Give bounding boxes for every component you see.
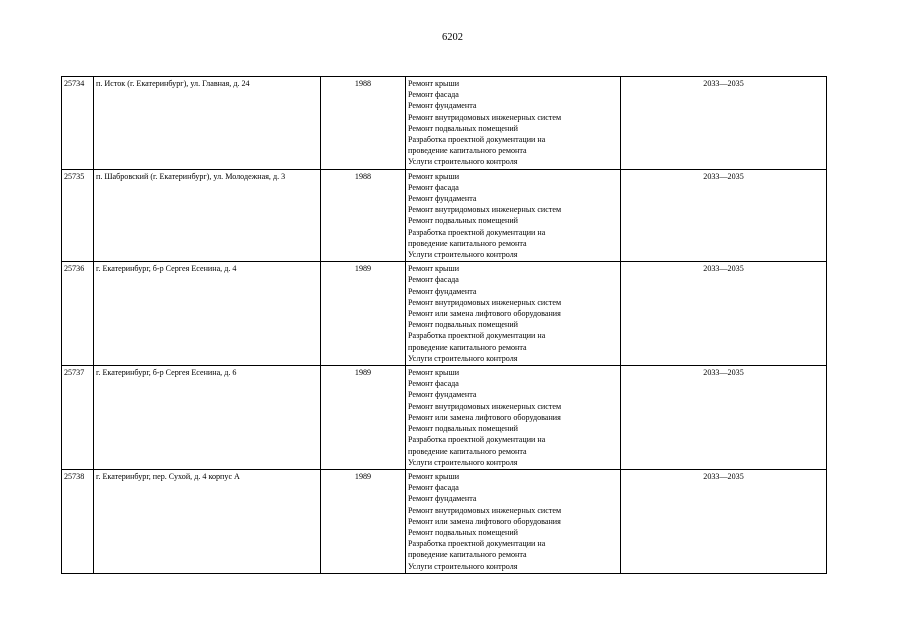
work-item: Ремонт внутридомовых инженерных систем (408, 112, 562, 122)
work-item: Ремонт или замена лифтового оборудования (408, 412, 561, 422)
table-row (62, 469, 827, 573)
work-item: проведение капитального ремонта (408, 550, 527, 560)
work-item: Ремонт или замена лифтового оборудования (408, 516, 561, 526)
work-item: Ремонт крыши (408, 264, 460, 274)
row-period: 2033—2035 (621, 469, 827, 573)
row-period: 2033—2035 (621, 169, 827, 262)
work-item: Услуги строительного контроля (408, 561, 518, 571)
row-id: 25737 (62, 366, 94, 470)
row-period: 2033—2035 (621, 366, 827, 470)
row-id: 25735 (62, 169, 94, 262)
work-item: Услуги строительного контроля (408, 250, 518, 260)
work-item: Ремонт крыши (408, 368, 460, 378)
work-item: проведение капитального ремонта (408, 446, 527, 456)
row-works-list (406, 77, 621, 170)
work-item: проведение капитального ремонта (408, 342, 527, 352)
work-item: Ремонт подвальных помещений (408, 424, 519, 434)
row-id: 25734 (62, 77, 94, 170)
work-item: Ремонт крыши (408, 171, 460, 181)
row-works-list (406, 366, 621, 470)
work-item: Услуги строительного контроля (408, 457, 518, 467)
row-address: г. Екатеринбург, б-р Сергея Есенина, д. 6 (94, 366, 321, 470)
row-period: 2033—2035 (621, 262, 827, 366)
row-year: 1989 (321, 366, 406, 470)
row-id: 25736 (62, 262, 94, 366)
work-item: Ремонт фасада (408, 379, 459, 389)
page-number: 6202 (442, 32, 463, 43)
work-item: Ремонт внутридомовых инженерных систем (408, 205, 562, 215)
work-item: Разработка проектной документации на (408, 227, 546, 237)
work-item: Ремонт внутридомовых инженерных систем (408, 505, 562, 515)
work-item: проведение капитального ремонта (408, 146, 527, 156)
work-item: проведение капитального ремонта (408, 238, 527, 248)
table-row (62, 262, 827, 366)
row-year: 1988 (321, 169, 406, 262)
row-works-list (406, 262, 621, 366)
work-item: Ремонт или замена лифтового оборудования (408, 309, 561, 319)
work-item: Ремонт фундамента (408, 194, 477, 204)
work-item: Ремонт фасада (408, 182, 459, 192)
work-item: Ремонт подвальных помещений (408, 320, 519, 330)
work-item: Разработка проектной документации на (408, 135, 546, 145)
work-item: Услуги строительного контроля (408, 157, 518, 167)
work-item: Ремонт фасада (408, 483, 459, 493)
work-item: Разработка проектной документации на (408, 435, 546, 445)
row-id: 25738 (62, 469, 94, 573)
row-year: 1989 (321, 469, 406, 573)
work-item: Ремонт крыши (408, 79, 460, 88)
repair-works-table (61, 76, 827, 574)
work-item: Ремонт внутридомовых инженерных систем (408, 401, 562, 411)
table-body (62, 77, 827, 574)
work-item: Ремонт фасада (408, 275, 459, 285)
work-item: Ремонт подвальных помещений (408, 123, 519, 133)
work-item: Ремонт фундамента (408, 390, 477, 400)
row-year: 1989 (321, 262, 406, 366)
work-item: Разработка проектной документации на (408, 331, 546, 341)
work-item: Услуги строительного контроля (408, 353, 518, 363)
table-row (62, 77, 827, 170)
work-item: Ремонт подвальных помещений (408, 216, 519, 226)
row-works-list (406, 169, 621, 262)
work-item: Ремонт внутридомовых инженерных систем (408, 297, 562, 307)
work-item: Ремонт подвальных помещений (408, 527, 519, 537)
work-item: Разработка проектной документации на (408, 539, 546, 549)
row-address: п. Исток (г. Екатеринбург), ул. Главная, д. 24 (94, 77, 321, 170)
work-item: Ремонт крыши (408, 471, 460, 481)
table-row (62, 366, 827, 470)
row-year: 1988 (321, 77, 406, 170)
row-period: 2033—2035 (621, 77, 827, 170)
row-address: г. Екатеринбург, пер. Сухой, д. 4 корпус А (94, 469, 321, 573)
work-item: Ремонт фасада (408, 90, 459, 100)
work-item: Ремонт фундамента (408, 286, 477, 296)
work-item: Ремонт фундамента (408, 494, 477, 504)
row-works-list (406, 469, 621, 573)
table-row (62, 169, 827, 262)
row-address: г. Екатеринбург, б-р Сергея Есенина, д. 4 (94, 262, 321, 366)
row-address: п. Шабровский (г. Екатеринбург), ул. Молодежная, д. 3 (94, 169, 321, 262)
work-item: Ремонт фундамента (408, 101, 477, 111)
